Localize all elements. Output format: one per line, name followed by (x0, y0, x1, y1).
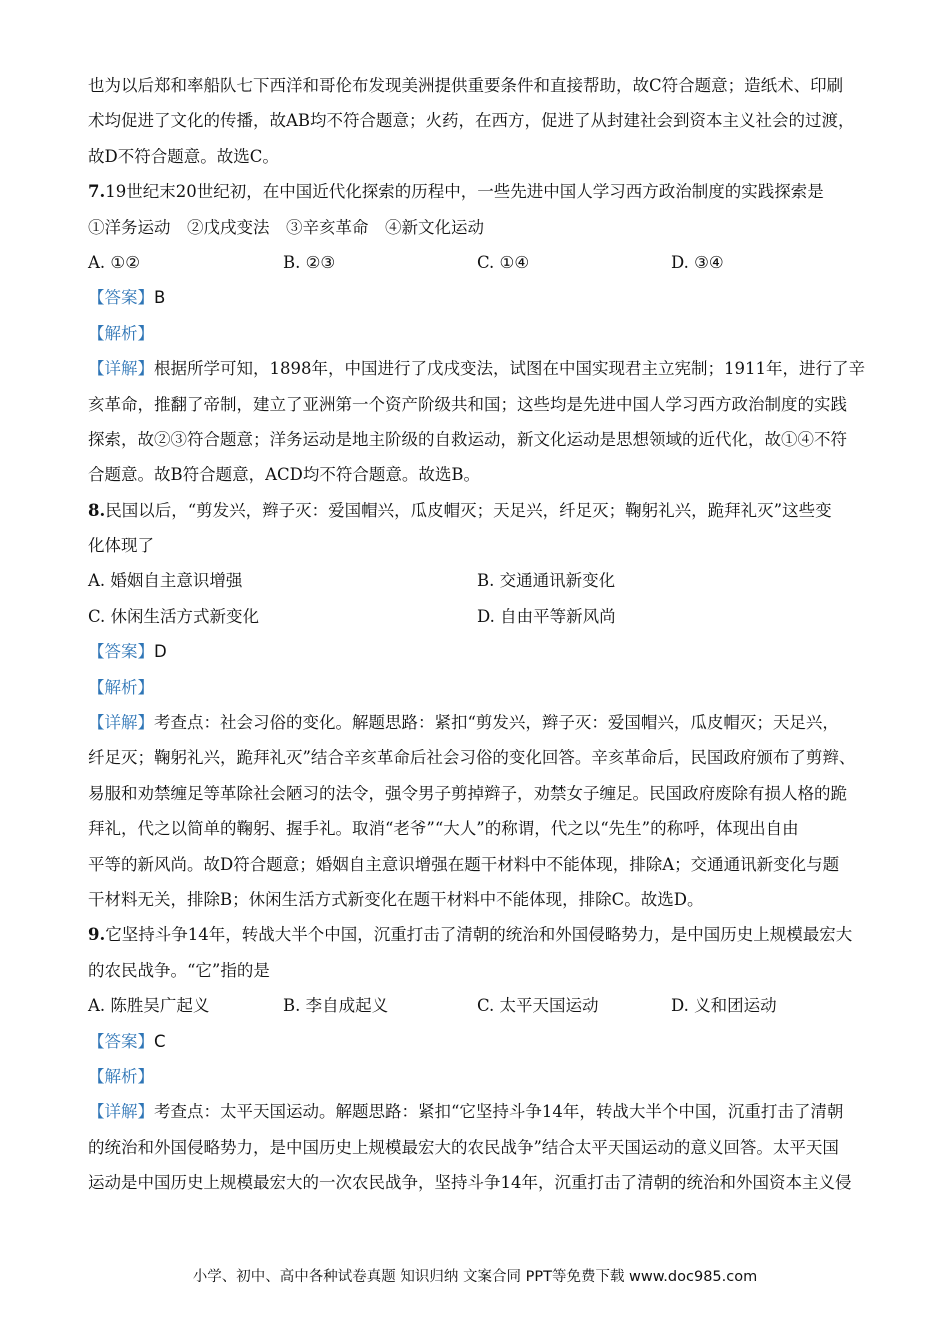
question-9-stem (88, 917, 868, 952)
answer-line (88, 280, 868, 315)
question-number: 7. (88, 182, 106, 202)
question-8-options-row2 (88, 599, 868, 634)
detail-line: 平等的新风尚。故D符合题意；婚姻自主意识增强在题干材料中不能体现，排除A；交通通讯新变化与题 (88, 854, 840, 874)
detail-line: 合题意。故B符合题意，ACD均不符合题意。故选B。 (88, 465, 481, 485)
question-8-stem (88, 493, 868, 528)
detail-tag: 【详解】 (88, 359, 154, 379)
option-d: D. 自由平等新风尚 (477, 606, 616, 626)
option-c: C. 太平天国运动 (477, 996, 599, 1016)
answer-value: D (154, 642, 167, 662)
detail-text: 考查点：社会习俗的变化。解题思路：紧扣“剪发兴，辫子灭：爱国帽兴，瓜皮帽灭；天足兴， (154, 713, 839, 733)
detail-line (88, 351, 868, 386)
question-9-options (88, 988, 868, 1023)
analysis-tag: 【解析】 (88, 1066, 154, 1086)
paragraph-line: 也为以后郑和率船队七下西洋和哥伦布发现美洲提供重要条件和直接帮助，故C符合题意；造纸术、印刷 (88, 76, 844, 95)
detail-line: 纤足灭；鞠躬礼兴，跪拜礼灭”结合辛亥革命后社会习俗的变化回答。辛亥革命后，民国政府颁布了剪辫、 (88, 748, 856, 768)
answer-tag: 【答案】 (88, 642, 154, 662)
option-a: A. 陈胜吴广起义 (88, 996, 210, 1016)
detail-tag: 【详解】 (88, 713, 154, 733)
document-page (88, 68, 868, 1201)
option-c: C. ①④ (477, 252, 530, 272)
question-8-options-row1 (88, 563, 868, 598)
page-footer: 小学、初中、高中各种试卷真题 知识归纳 文案合同 PPT等免费下载 www.doc985.com (192, 1269, 758, 1285)
detail-line (88, 1094, 868, 1129)
analysis-tag: 【解析】 (88, 677, 154, 697)
detail-line: 拜礼，代之以简单的鞠躬、握手礼。取消“老爷”“大人”的称谓，代之以“先生”的称呼，体现出自由 (88, 819, 799, 839)
option-b: B. ②③ (283, 252, 336, 272)
detail-tag: 【详解】 (88, 1102, 154, 1122)
question-text: 19世纪末20世纪初，在中国近代化探索的历程中，一些先进中国人学习西方政治制度的实践探索是 (105, 182, 824, 202)
option-d: D. ③④ (671, 252, 724, 272)
answer-tag: 【答案】 (88, 288, 154, 308)
option-b: B. 李自成起义 (283, 996, 389, 1016)
option-b: B. 交通通讯新变化 (477, 571, 616, 591)
question-number: 8. (88, 500, 106, 520)
option-c: C. 休闲生活方式新变化 (88, 606, 260, 626)
answer-line (88, 634, 868, 669)
option-a: A. ①② (88, 252, 140, 272)
question-7-items: ①洋务运动 ②戊戌变法 ③辛亥革命 ④新文化运动 (88, 217, 484, 237)
answer-tag: 【答案】 (88, 1031, 154, 1051)
detail-line: 运动是中国历史上规模最宏大的一次农民战争，坚持斗争14年，沉重打击了清朝的统治和外国资本主义侵 (88, 1173, 852, 1193)
option-d: D. 义和团运动 (671, 996, 777, 1016)
question-text: 民国以后，“剪发兴，辫子灭：爱国帽兴，瓜皮帽灭；天足兴，纤足灭；鞠躬礼兴，跪拜礼灭”这些变 (105, 500, 832, 520)
paragraph-line: 术均促进了文化的传播，故AB均不符合题意；火药，在西方，促进了从封建社会到资本主义社会的过渡， (88, 111, 855, 131)
option-a: A. 婚姻自主意识增强 (88, 571, 243, 591)
question-9-stem-cont: 的农民战争。“它”指的是 (88, 960, 270, 980)
question-text: 它坚持斗争14年，转战大半个中国，沉重打击了清朝的统治和外国侵略势力，是中国历史上规模最宏大 (105, 925, 853, 945)
detail-line: 探索，故②③符合题意；洋务运动是地主阶级的自救运动，新文化运动是思想领域的近代化，故①④不符 (88, 429, 847, 449)
question-number: 9. (88, 925, 106, 945)
detail-line: 亥革命，推翻了帝制，建立了亚洲第一个资产阶级共和国；这些均是先进中国人学习西方政治制度的实践 (88, 394, 847, 414)
question-7-options (88, 245, 868, 280)
answer-value: B (154, 288, 166, 308)
paragraph-line: 故D不符合题意。故选C。 (88, 146, 279, 166)
answer-line (88, 1024, 868, 1059)
answer-value: C (154, 1031, 166, 1051)
detail-line (88, 705, 868, 740)
detail-line: 易服和劝禁缠足等革除社会陋习的法令，强令男子剪掉辫子，劝禁女子缠足。民国政府废除有损人格的跪 (88, 783, 847, 803)
question-8-stem-cont: 化体现了 (88, 536, 154, 556)
detail-line: 干材料无关，排除B；休闲生活方式新变化在题干材料中不能体现，排除C。故选D。 (88, 889, 704, 909)
detail-text: 考查点：太平天国运动。解题思路：紧扣“它坚持斗争14年，转战大半个中国，沉重打击了清朝 (154, 1102, 844, 1122)
analysis-tag: 【解析】 (88, 323, 154, 343)
detail-text: 根据所学可知，1898年，中国进行了戊戌变法，试图在中国实现君主立宪制；1911年，进行了辛 (154, 359, 865, 379)
question-7-stem (88, 174, 868, 209)
detail-line: 的统治和外国侵略势力，是中国历史上规模最宏大的农民战争”结合太平天国运动的意义回答。太平天国 (88, 1137, 839, 1157)
